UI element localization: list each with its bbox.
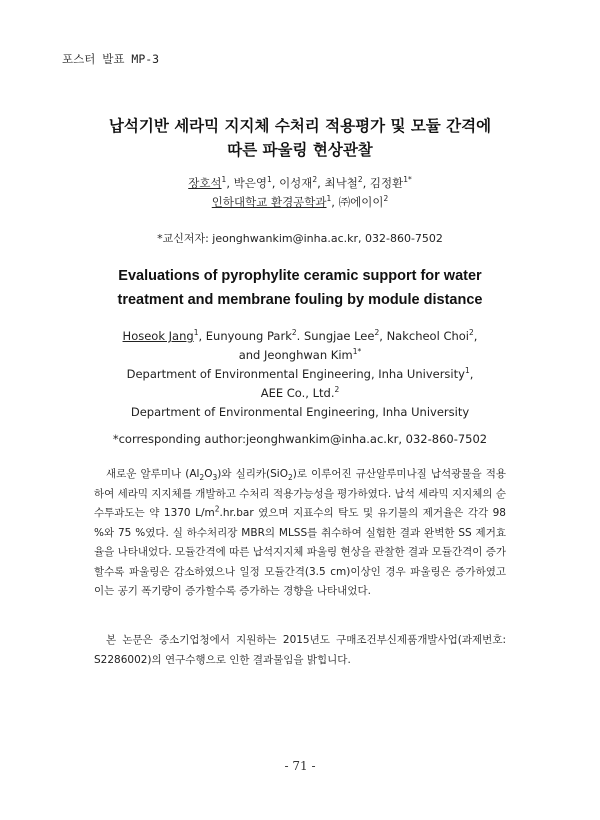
korean-author-3-sup: 2	[312, 175, 318, 185]
english-author-3-sup: 2	[374, 328, 380, 338]
korean-author-4-sup: 2	[357, 175, 363, 185]
korean-author-2: 박은영	[233, 176, 267, 190]
korean-author-5-sup: 1*	[403, 175, 412, 185]
english-authors-line2	[0, 346, 600, 365]
english-title-line1: Evaluations of pyrophylite ceramic support for water	[118, 268, 482, 284]
korean-affiliations: 인하대학교 환경공학과$^1$, ㈜에이이$^2$	[211, 194, 389, 209]
english-title-line2: treatment and membrane fouling by module distance	[117, 292, 483, 308]
korean-corresponding-author: *교신저자: jeonghwankim@inha.ac.kr, 032-860-7502	[157, 232, 443, 245]
korean-authors: 장호석$^1$, 박은영$^1$, 이성재$^2$, 최낙철$^2$, 김정환$^{1*}$	[188, 175, 412, 190]
english-author-2-sup: 2	[291, 328, 297, 338]
session-tag: 포스터 발표 MP-3	[62, 52, 160, 66]
korean-author-2-sup: 1	[266, 175, 272, 185]
english-title	[0, 264, 600, 312]
korean-affiliation-2: ㈜에이이	[338, 195, 384, 209]
korean-title-line2: 따른 파울링 현상관찰	[227, 141, 373, 159]
english-affiliation-2: AEE Co., Ltd.$^2$	[260, 385, 340, 400]
korean-author-4: 최낙철	[324, 176, 358, 190]
korean-title	[0, 114, 600, 162]
korean-title-line1: 납석기반 세라믹 지지체 수처리 적용평가 및 모듈 간격에	[108, 117, 492, 135]
korean-author-1-sup: 1	[221, 175, 227, 185]
korean-author-1: 장호석	[188, 176, 222, 190]
english-author-3: Sungjae Lee	[303, 329, 375, 343]
page-number: - 71 -	[284, 759, 316, 773]
english-affiliation-1: Department of Environmental Engineering, Inha University$^1$,	[126, 366, 474, 381]
english-author-4: Nakcheol Choi	[386, 329, 469, 343]
korean-author-block	[0, 174, 600, 212]
english-author-block	[0, 327, 600, 422]
english-author-1: Hoseok Jang	[122, 329, 194, 343]
korean-author-3: 이성재	[279, 176, 313, 190]
english-affiliation-3: Department of Environmental Engineering, Inha University	[130, 405, 470, 419]
abstract-paragraph: 새로운 알루미나 $(Al_2O_3)$와 실리카(SiO$_2$)로 이루어진 규산알루미나질 납석광물을 적용하여 세라믹 지지체를 개발하고 수처리 적용가능성을 평가하였다. 납석 세라믹 지지체의 순수투과도는 약 1370 $L/m^2.hr.bar$ 였으며 지표수의 탁도 및 유기물의 제거율은 각각 98 %와 75 %였다. 실 하수처리장 MBR의 MLSS를 취수하여 실험한 결과 완벽한 SS 제거효율을 나타내었다. 모듈간격에 따른 납석지지체 파울링 현상을 관찰한 결과 모듈간격이 증가할수록 파울링은 감소하였으나 일정 모듈간격(3.5 cm)이상인 경우 파울링은 증가하였고 이는 공기 폭기량이 증가할수록 증가하는 경향을 나타내었다.	[94, 468, 507, 597]
english-author-1-sup: 1	[193, 328, 199, 338]
english-author-5-sup: 1*	[352, 347, 362, 357]
english-author-4-sup: 2	[469, 328, 474, 338]
korean-affiliation-2-sup: 2	[383, 194, 389, 204]
english-authors-line1: Hoseok Jang$^1$, Eunyoung Park$^2$. Sungjae Lee$^2$, Nakcheol Choi$^2$,	[122, 328, 478, 343]
english-corresponding-author: *corresponding author:jeonghwankim@inha.ac.kr, 032-860-7502	[112, 432, 488, 446]
korean-affiliation-1: 인하대학교 환경공학과	[211, 195, 327, 209]
korean-affiliation-1-sup: 1	[326, 194, 332, 204]
english-author-5: and Jeonghwan Kim	[238, 348, 353, 362]
acknowledgment-paragraph: 본 논문은 중소기업청에서 지원하는 2015년도 구매조건부신제품개발사업(과제번호: S2286002)의 연구수행으로 인한 결과물임을 밝힙니다.	[94, 634, 506, 666]
english-author-2: Eunyoung Park	[205, 329, 292, 343]
korean-author-5: 김정환	[369, 176, 404, 190]
